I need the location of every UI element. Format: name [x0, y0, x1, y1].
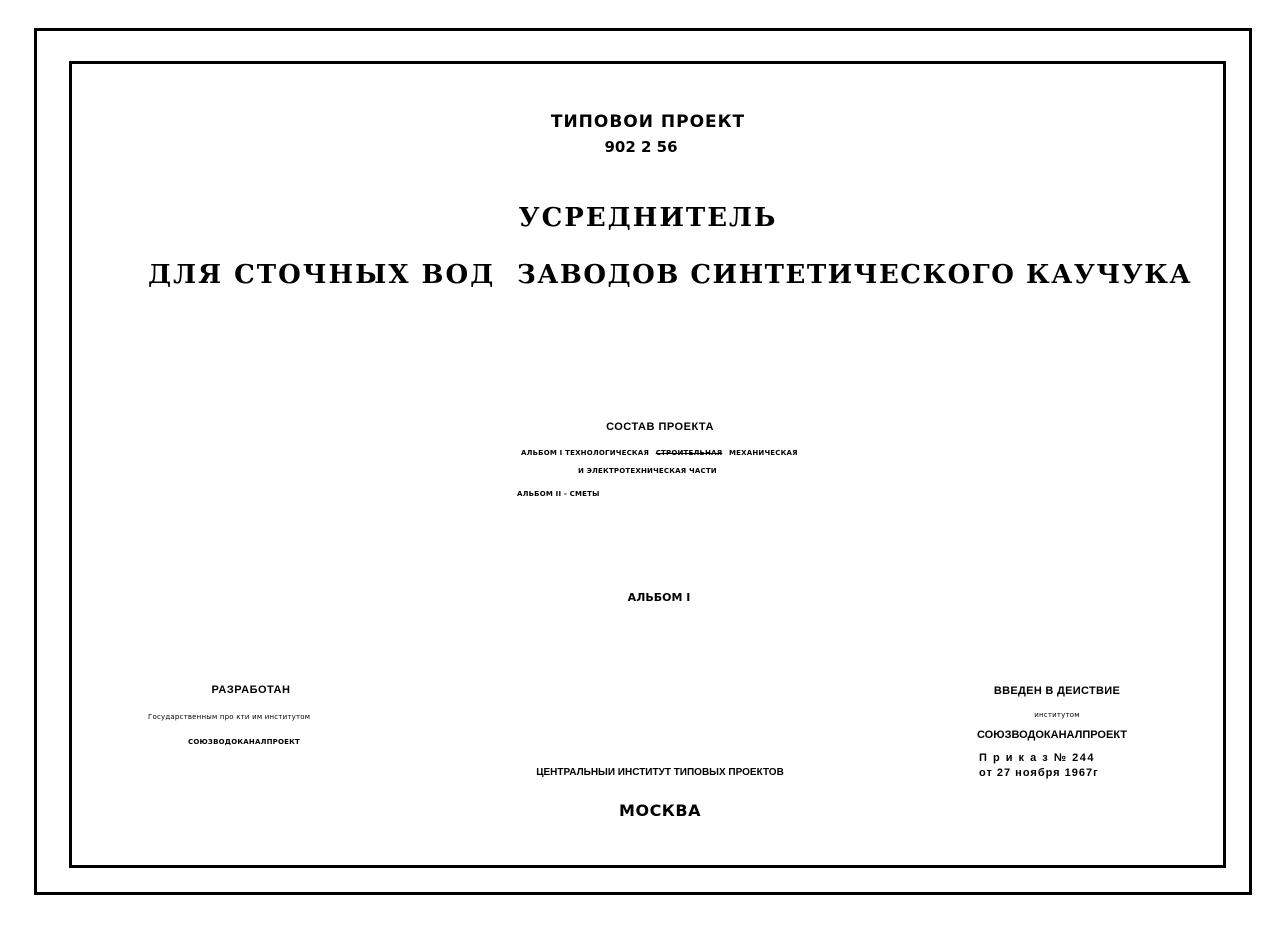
album-label: АЛЬБОМ I [627, 591, 691, 604]
title-line1: УСРЕДНИТЕЛЬ [518, 203, 778, 233]
composition-album1 [521, 449, 798, 457]
album1-part-b: СТРОИТЕЛЬНАЯ [655, 449, 723, 457]
album1-part-c: МЕХАНИЧЕСКАЯ [728, 449, 798, 457]
project-number: 902 2 56 [604, 138, 678, 156]
enacted-order: П р и к а з № 244 [979, 752, 1095, 764]
inner-border [69, 61, 1226, 868]
composition-album1-line2: И ЭЛЕКТРОТЕХНИЧЕСКАЯ ЧАСТИ [578, 467, 717, 475]
enacted-date: от 27 ноября 1967г [979, 767, 1099, 779]
enacted-line2: СОЮЗВОДОКАНАЛПРОЕКТ [977, 729, 1128, 741]
title-line2-right: ЗАВОДОВ СИНТЕТИЧЕСКОГО КАУЧУКА [517, 260, 1193, 290]
publisher-city: МОСКВА [619, 801, 701, 820]
album1-part-a: ТЕХНОЛОГИЧЕСКАЯ [565, 449, 650, 457]
project-type: ТИПОВОИ ПРОЕКТ [550, 112, 746, 132]
composition-album2: АЛЬБОМ II - СМЕТЫ [517, 490, 600, 498]
title-line2-left: ДЛЯ СТОЧНЫХ ВОД [148, 260, 496, 290]
enacted-heading: ВВЕДЕН В ДЕИСТВИЕ [993, 685, 1121, 697]
publisher-name: ЦЕНТРАЛЬНЫИ ИНСТИТУТ ТИПОВЫХ ПРОЕКТОВ [536, 767, 784, 778]
album1-prefix: АЛЬБОМ I [521, 449, 563, 457]
developed-line2: СОЮЗВОДОКАНАЛПРОЕКТ [188, 738, 300, 746]
enacted-line1: институтом [1034, 711, 1080, 719]
developed-line1: Государственным про кти им институтом [148, 713, 311, 721]
composition-heading: СОСТАВ ПРОЕКТА [606, 421, 714, 433]
developed-heading: РАЗРАБОТАН [211, 684, 291, 696]
